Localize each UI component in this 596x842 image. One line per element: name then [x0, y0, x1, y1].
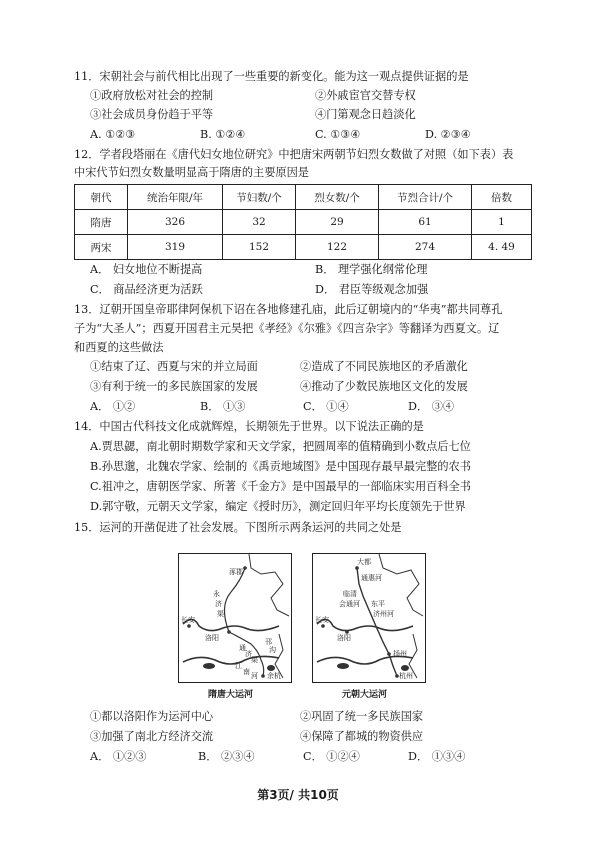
q11-option-c[interactable]: C. ①③④ — [315, 128, 361, 141]
map1-label-zhuojun: 涿郡 — [229, 568, 243, 576]
map1-label: 永 — [213, 590, 220, 598]
q14-stem: 14．中国古代科技文化成就辉煌，长期领先于世界。以下说法正确的是 — [74, 420, 424, 433]
q15-item-1: ①都以洛阳作为运河中心 — [90, 710, 214, 723]
q11-option-a[interactable]: A. ①②③ — [90, 128, 136, 141]
q14-option-d[interactable]: D.郭守敬，元朝天文学家，编定《授时历》，测定回归年平均长度领先于世界 — [90, 500, 466, 513]
map2-caption: 元朝大运河 — [342, 690, 388, 700]
q13-option-d[interactable]: D． ③④ — [408, 400, 455, 413]
q11-stem: 11．宋朝社会与前代相比出现了一些重要的新变化。能为这一观点提供证据的是 — [74, 70, 469, 83]
table-cell: 两宋 — [75, 235, 128, 260]
q15-option-a[interactable]: A． ①②③ — [90, 750, 147, 763]
map2-label-yangzhou: 扬州 — [393, 650, 407, 658]
table-cell: 122 — [296, 235, 379, 260]
map1-label: 渠 — [217, 610, 224, 618]
q14-option-a[interactable]: A.贾思勰，南北朝时期数学家和天文学家，把圆周率的值精确到小数点后七位 — [90, 440, 471, 453]
q12-option-b[interactable]: B． 理学强化纲常伦理 — [315, 263, 428, 276]
map2-label-dadu: 大都 — [357, 558, 371, 566]
q13-option-a[interactable]: A． ①② — [90, 400, 136, 413]
q15-stem: 15．运河的开凿促进了社会发展。下图所示两条运河的共同之处是 — [74, 521, 402, 534]
map1-label: 沟 — [269, 646, 276, 654]
q15-option-d[interactable]: D． ①③④ — [408, 750, 466, 763]
map1-label: 河 — [251, 672, 258, 680]
table-header-cell: 节烈合计/个 — [379, 185, 472, 210]
table-header-row — [75, 185, 532, 210]
table-cell: 32 — [223, 210, 296, 235]
q11-option-d[interactable]: D. ②③④ — [425, 128, 471, 141]
q12-stem-line1: 12．学者段塔丽在《唐代妇女地位研究》中把唐宋两朝节妇烈女数做了对照（如下表）表 — [74, 148, 514, 161]
table-row — [75, 235, 532, 260]
table-cell: 1 — [472, 210, 532, 235]
q11-item-2: ②外戚宦官交替专权 — [315, 89, 416, 102]
q12-option-c[interactable]: C． 商品经济更为活跃 — [90, 283, 203, 296]
map1-label: 南 — [243, 668, 250, 676]
map1-label: 济 — [245, 650, 252, 658]
table-cell: 274 — [379, 235, 472, 260]
q15-option-b[interactable]: B． ②③④ — [198, 750, 255, 763]
q13-option-c[interactable]: C． ①④ — [303, 400, 349, 413]
map1-label: 通 — [239, 644, 246, 652]
map2-label-luoyang: 洛阳 — [337, 634, 351, 642]
map1-label: 渠 — [251, 656, 258, 664]
map2-label-dongping: 东平 — [371, 600, 385, 608]
q15-item-3: ③加强了南北方经济交流 — [90, 730, 214, 743]
map1-label-luoyang: 洛阳 — [205, 634, 219, 642]
table-header-cell: 烈女数/个 — [296, 185, 379, 210]
page-footer: 第3页/ 共10页 — [257, 788, 339, 802]
table-cell: 326 — [128, 210, 223, 235]
q14-option-b[interactable]: B.孙思邈，北魏农学家、绘制的《禹贡地域图》是中国现存最早最完整的农书 — [90, 460, 471, 473]
q15-item-2: ②巩固了统一多民族国家 — [300, 710, 424, 723]
table-header-cell: 朝代 — [75, 185, 128, 210]
table-cell: 319 — [128, 235, 223, 260]
q15-item-4: ④保障了都城的物资供应 — [300, 730, 424, 743]
map2-label: 通惠河 — [361, 574, 382, 582]
q13-item-1: ①结束了辽、西夏与宋的并立局面 — [90, 360, 258, 373]
table-cell: 29 — [296, 210, 379, 235]
q13-option-b[interactable]: B． ①③ — [200, 400, 246, 413]
map1-label-yuhang: 余杭 — [267, 672, 281, 680]
map2-label-linqing: 临清 — [343, 590, 357, 598]
map1-label: 江 — [235, 662, 242, 670]
q13-item-4: ④推动了少数民族地区文化的发展 — [300, 380, 468, 393]
table-row — [75, 210, 532, 235]
map1-label: 济 — [215, 600, 222, 608]
map1-caption: 隋唐大运河 — [208, 690, 254, 700]
map2-label: 济州河 — [373, 610, 394, 618]
q13-item-2: ②造成了不同民族地区的矛盾激化 — [300, 360, 468, 373]
q13-stem-line1: 13．辽朝开国皇帝耶律阿保机下诏在各地修建孔庙，此后辽朝境内的“华夷”都共同尊孔 — [74, 303, 503, 316]
q11-item-1: ①政府放松对社会的控制 — [90, 89, 214, 102]
table-header-cell: 节妇数/个 — [223, 185, 296, 210]
q13-stem-line2: 子为“大圣人”；西夏开国君主元昊把《孝经》《尔雅》《四言杂字》等翻译为西夏文。辽 — [74, 322, 500, 335]
table-header-cell: 统治年限/年 — [128, 185, 223, 210]
q11-item-3: ③社会成员身份趋于平等 — [90, 108, 214, 121]
map2-label-changan: 长安 — [315, 616, 329, 624]
q12-option-a[interactable]: A． 妇女地位不断提高 — [90, 263, 203, 276]
map2-label: 会通河 — [339, 600, 360, 608]
q11-item-4: ④门第观念日趋淡化 — [315, 108, 416, 121]
map1-label: 邗 — [265, 638, 272, 646]
yuan-canal-map — [312, 553, 426, 683]
table-header-cell: 倍数 — [472, 185, 532, 210]
map1-label-changan: 长安 — [181, 616, 195, 624]
q12-option-d[interactable]: D． 君臣等级观念加强 — [315, 283, 429, 296]
sui-tang-canal-map — [178, 553, 292, 683]
q13-stem-line3: 和西夏的这些做法 — [74, 341, 164, 354]
table-cell: 61 — [379, 210, 472, 235]
table-cell: 隋唐 — [75, 210, 128, 235]
q14-option-c[interactable]: C.祖冲之，唐朝医学家、所著《千金方》是中国最早的一部临床实用百科全书 — [90, 480, 471, 493]
q12-table — [74, 184, 532, 260]
q11-option-b[interactable]: B. ①②④ — [200, 128, 246, 141]
q13-item-3: ③有利于统一的多民族国家的发展 — [90, 380, 258, 393]
table-cell: 4. 49 — [472, 235, 532, 260]
q15-option-c[interactable]: C． ①②④ — [303, 750, 360, 763]
table-cell: 152 — [223, 235, 296, 260]
map2-label-hangzhou: 杭州 — [399, 672, 413, 680]
q12-stem-line2: 中宋代节妇烈女数量明显高于隋唐的主要原因是 — [74, 166, 309, 179]
